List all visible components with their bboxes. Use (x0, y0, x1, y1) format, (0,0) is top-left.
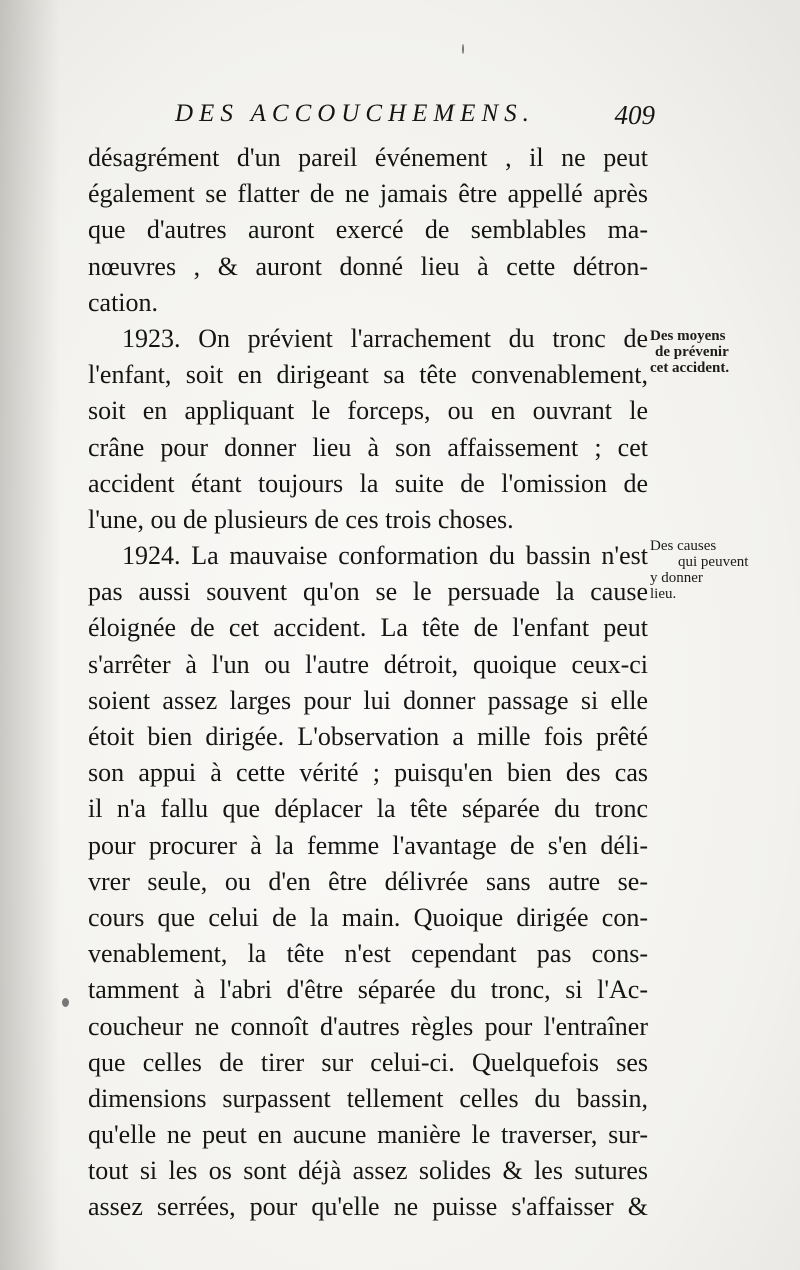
text-line: soit en appliquant le forceps, ou en ouvrant le (88, 396, 648, 426)
text-line: nœuvres , & auront donné lieu à cette détron- (88, 251, 648, 281)
ink-speck (62, 998, 69, 1007)
text-line: désagrément d'un pareil événement , il ne peut (88, 143, 648, 172)
margin-note-line: lieu. (650, 586, 677, 602)
text-line: cours que celui de la main. Quoique dirigée con- (88, 902, 648, 932)
margin-note-line: de prévenir (655, 344, 729, 360)
body-text (88, 140, 648, 1226)
text-line: l'une, ou de plusieurs de ces trois choses. (88, 504, 514, 534)
text-line: tamment à l'abri d'être séparée du tronc, si l'Ac- (88, 975, 648, 1005)
margin-note-causes (650, 538, 800, 602)
text-line: cation. (88, 287, 159, 317)
paragraph-1924-start: 1924. La mauvaise conformation du bassin n'est (122, 541, 648, 571)
text-line: coucheur ne connoît d'autres règles pour l'entraîner (88, 1011, 648, 1041)
margin-note-line: y donner (650, 570, 703, 586)
page-header (175, 100, 655, 136)
text-line: que celles de tirer sur celui-ci. Quelquefois ses (88, 1047, 648, 1077)
page-number: 409 (614, 100, 655, 130)
text-line: assez serrées, pour qu'elle ne puisse s'affaisser & (88, 1192, 648, 1222)
text-line: tout si les os sont déjà assez solides & les sutures (88, 1156, 648, 1186)
text-line: crâne pour donner lieu à son affaissement ; cet (88, 432, 648, 462)
margin-note-line: qui peuvent (678, 554, 749, 570)
text-line: accident étant toujours la suite de l'omission de (88, 468, 648, 498)
text-line: il n'a fallu que déplacer la tête séparée du tronc (88, 794, 648, 824)
text-line: son appui à cette vérité ; puisqu'en bien des cas (88, 758, 648, 788)
text-line: étoit bien dirigée. L'observation a mille fois prêté (88, 722, 648, 751)
text-line: soient assez larges pour lui donner passage si elle (88, 685, 648, 715)
ink-speck (462, 44, 464, 54)
text-line: vrer seule, ou d'en être délivrée sans autre se- (88, 866, 648, 896)
margin-note-line: cet accident. (650, 360, 730, 376)
margin-note-line: Des moyens (650, 328, 726, 344)
text-line: éloignée de cet accident. La tête de l'enfant peut (88, 613, 648, 643)
text-line: s'arrêter à l'un ou l'autre détroit, quoique ceux-ci (88, 649, 648, 679)
text-line: pas aussi souvent qu'on se le persuade la cause (88, 577, 648, 607)
text-line: que d'autres auront exercé de semblables ma- (88, 215, 648, 245)
text-line: l'enfant, soit en dirigeant sa tête convenablement, (88, 360, 648, 390)
gutter-shadow (0, 0, 60, 1270)
text-line: pour procurer à la femme l'avantage de s'en déli- (88, 830, 648, 860)
margin-note-line: Des causes (650, 538, 717, 554)
text-line: dimensions surpassent tellement celles du bassin, (88, 1083, 648, 1113)
running-title: DES ACCOUCHEMENS. (175, 100, 535, 127)
paragraph-1923-start: 1923. On prévient l'arrachement du tronc de (122, 323, 648, 353)
text-line: venablement, la tête n'est cependant pas cons- (88, 939, 648, 969)
text-line: qu'elle ne peut en aucune manière le traverser, sur- (88, 1120, 648, 1150)
text-line: également se flatter de ne jamais être appellé après (88, 179, 648, 209)
margin-note-prevention (650, 328, 800, 376)
